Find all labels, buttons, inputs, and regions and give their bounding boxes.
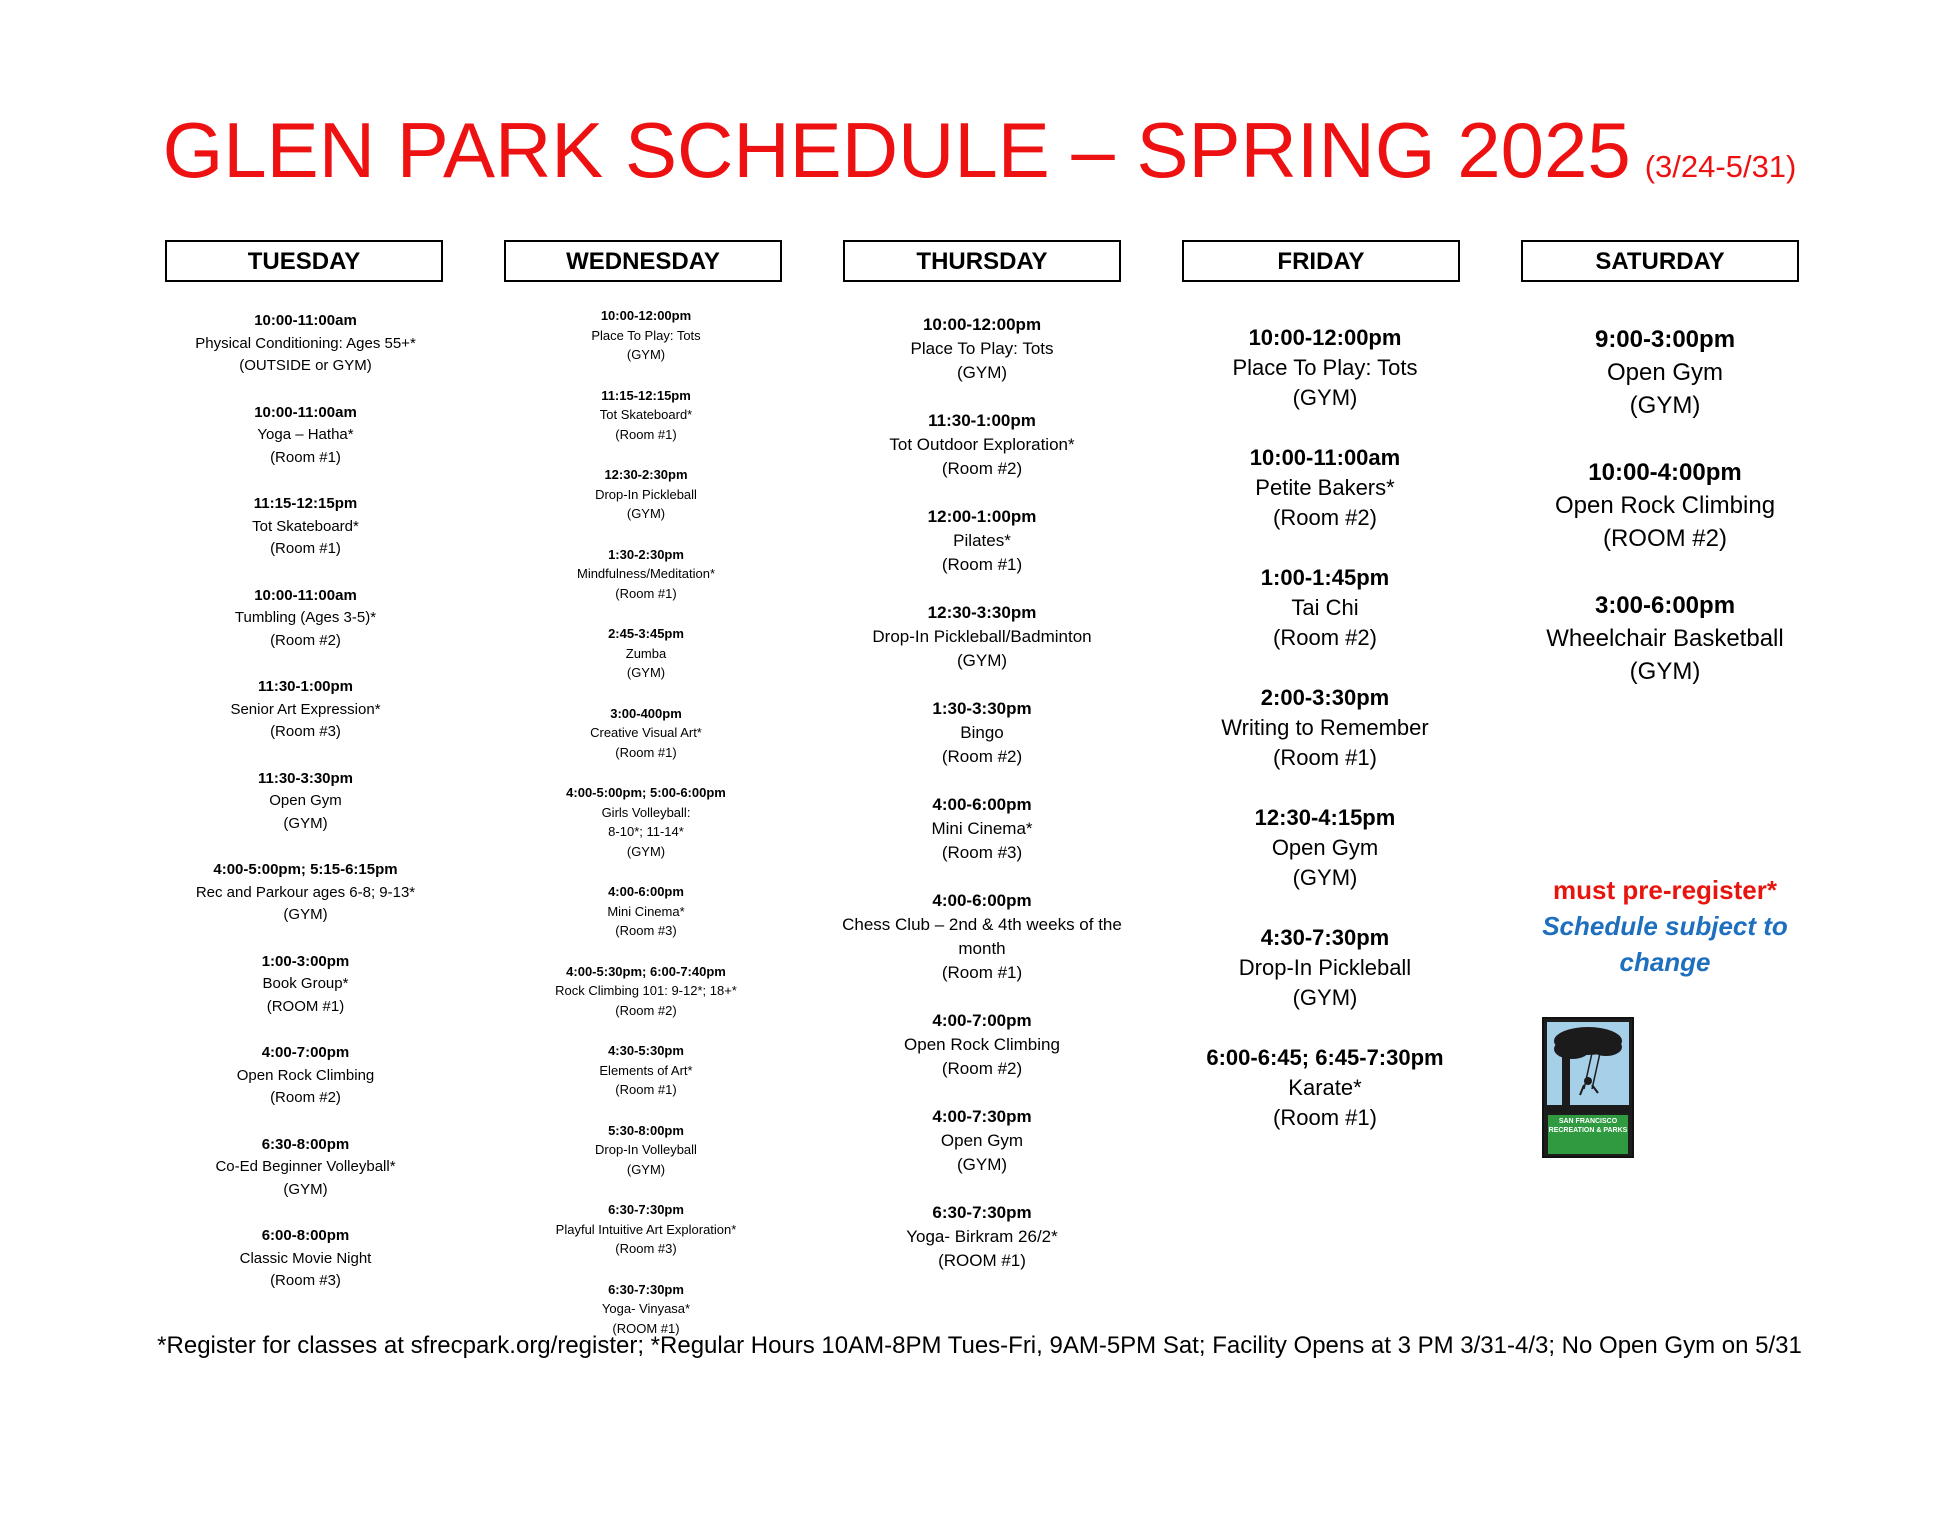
entry-time: 4:00-6:00pm (932, 891, 1032, 910)
entry-location: (Room #1) (615, 744, 677, 760)
entry-location: (GYM) (626, 843, 666, 859)
entry-activity: Girls Volleyball: (601, 804, 691, 820)
entry-location: (GYM) (626, 665, 666, 680)
entry-time: 5:30-8:00pm (608, 1122, 684, 1138)
entry-activity: Open Gym (1606, 359, 1724, 386)
entry-time: 4:30-7:30pm (1260, 925, 1390, 950)
entry-time: 10:00-12:00pm (1248, 325, 1402, 350)
entry-location: (GYM) (626, 347, 666, 362)
entry-location: (ROOM #1) (938, 1251, 1026, 1270)
entry-time: 11:15-12:15pm (601, 387, 691, 403)
schedule-subject-note: Schedule subject to change (1542, 911, 1788, 977)
tuesday-entry (163, 402, 448, 470)
entry-activity: Drop-In Pickleball (1238, 955, 1412, 980)
tuesday-entry (163, 1225, 448, 1293)
entry-location: (Room #2) (270, 631, 341, 649)
entry-location: (ROOM #2) (1602, 525, 1727, 552)
tuesday-entry (163, 768, 448, 836)
entry-location: (Room #1) (1273, 1105, 1377, 1130)
entry-time: 4:00-7:30pm (932, 1107, 1032, 1126)
entry-time: 10:00-11:00am (254, 312, 357, 329)
entry-time: 2:00-3:30pm (1260, 685, 1390, 710)
tuesday-entry (163, 859, 448, 927)
thursday-entry (832, 889, 1132, 985)
wednesday-entry (513, 386, 779, 445)
entry-location: (Room #3) (615, 923, 677, 938)
entry-activity: Tai Chi (1291, 595, 1359, 620)
thursday-entry (832, 1201, 1132, 1273)
friday-entry (1180, 923, 1470, 1013)
entry-activity: Tumbling (Ages 3-5)* (234, 609, 377, 626)
entry-time: 4:00-5:30pm; 6:00-7:40pm (566, 963, 726, 979)
entry-time: 3:00-400pm (610, 705, 682, 721)
entry-time: 6:30-7:30pm (608, 1281, 684, 1297)
thursday-entry (832, 505, 1132, 577)
entry-activity: Open Rock Climbing (236, 1066, 375, 1084)
entry-location: (GYM) (1292, 385, 1358, 410)
entry-activity: Place To Play: Tots (591, 327, 701, 343)
entry-location: (Room #2) (615, 1002, 677, 1018)
entry-time: 12:30-3:30pm (927, 603, 1037, 622)
entry-location: (Room #3) (941, 843, 1023, 862)
entry-activity: Mindfulness/Meditation* (576, 566, 716, 581)
friday-entry (1180, 683, 1470, 773)
entry-activity: Place To Play: Tots (1232, 355, 1418, 380)
title-dates: (3/24-5/31) (1644, 149, 1797, 184)
thursday-entry (832, 697, 1132, 769)
wednesday-entry (513, 545, 779, 604)
entry-location: (Room #1) (615, 1082, 677, 1097)
friday-entry (1180, 803, 1470, 893)
entry-time: 1:30-2:30pm (608, 546, 684, 562)
entry-location: (Room #3) (615, 1241, 677, 1256)
entry-activity: Open Rock Climbing (1554, 492, 1776, 519)
tuesday-entry (163, 1134, 448, 1202)
entry-activity: Tot Skateboard* (599, 407, 693, 422)
tuesday-column (163, 310, 448, 1317)
entry-time: 6:30-7:30pm (932, 1203, 1032, 1222)
wednesday-entry (513, 1121, 779, 1180)
entry-activity: Mini Cinema* (607, 903, 685, 919)
entry-activity: Writing to Remember (1221, 715, 1429, 740)
entry-activity: Book Group* (262, 975, 349, 992)
entry-time: 10:00-11:00am (254, 403, 357, 421)
entry-time: 11:30-1:00pm (928, 411, 1036, 430)
entry-time: 6:30-8:00pm (261, 1135, 350, 1153)
entry-activity: Open Gym (269, 792, 342, 809)
entry-time: 10:00-12:00pm (600, 308, 692, 323)
entry-location: (Room #1) (270, 540, 341, 557)
tuesday-entry (163, 1042, 448, 1110)
saturday-column (1520, 323, 1810, 722)
entry-activity: Mini Cinema* (931, 819, 1033, 838)
tuesday-entry (163, 310, 448, 378)
entry-time: 10:00-12:00pm (922, 315, 1042, 334)
tuesday-entry (163, 951, 448, 1019)
entry-time: 6:00-8:00pm (261, 1227, 350, 1244)
entry-time: 4:00-5:00pm; 5:15-6:15pm (213, 861, 398, 878)
saturday-entry (1520, 456, 1810, 555)
registration-notes (1520, 872, 1810, 980)
entry-time: 6:30-7:30pm (608, 1202, 684, 1217)
sf-rec-parks-logo (1542, 1017, 1634, 1158)
entry-location: (GYM) (1292, 985, 1358, 1010)
entry-location: (Room #2) (941, 1059, 1023, 1078)
entry-time: 11:15-12:15pm (253, 495, 358, 512)
entry-activity: Physical Conditioning: Ages 55+* (195, 334, 416, 352)
title-main: GLEN PARK SCHEDULE – SPRING 2025 (162, 106, 1631, 194)
entry-location: (OUTSIDE or GYM) (239, 357, 372, 374)
entry-activity: Drop-In Pickleball/Badminton (872, 627, 1092, 646)
logo-text: SAN FRANCISCO RECREATION & PARKS (1548, 1115, 1628, 1154)
entry-time: 3:00-6:00pm (1594, 592, 1736, 619)
entry-time: 12:00-1:00pm (927, 507, 1037, 526)
entry-location: (GYM) (956, 651, 1008, 670)
entry-time: 1:30-3:30pm (932, 699, 1032, 718)
thursday-entry (832, 1105, 1132, 1177)
wednesday-entry (513, 882, 779, 941)
wednesday-entry (513, 962, 779, 1021)
entry-location: (GYM) (626, 506, 666, 521)
entry-time: 11:30-1:00pm (257, 678, 354, 695)
entry-time: 1:00-3:00pm (261, 952, 350, 970)
entry-location: (ROOM #1) (612, 1320, 680, 1336)
entry-activity: Yoga – Hatha* (257, 426, 354, 443)
entry-time: 4:00-6:00pm (932, 795, 1032, 814)
entry-activity: Bingo (960, 723, 1004, 742)
entry-activity: Open Gym (1271, 835, 1379, 860)
entry-location: (Room #1) (941, 963, 1023, 982)
entry-activity: Elements of Art* (599, 1062, 693, 1078)
entry-location: (GYM) (283, 1180, 328, 1198)
entry-activity: Pilates* (953, 531, 1011, 550)
entry-location: (Room #1) (615, 585, 677, 601)
entry-time: 12:30-2:30pm (604, 467, 688, 482)
entry-location: (GYM) (1629, 658, 1701, 685)
entry-location: (Room #1) (941, 555, 1023, 574)
wednesday-column (513, 306, 779, 1359)
entry-activity: Drop-In Pickleball (595, 486, 697, 502)
page-title (0, 105, 1959, 196)
entry-time: 11:30-3:30pm (257, 769, 354, 787)
wednesday-entry (513, 1200, 779, 1259)
entry-time: 9:00-3:00pm (1594, 326, 1736, 353)
tuesday-entry (163, 585, 448, 653)
day-header-saturday: SATURDAY (1521, 240, 1799, 282)
day-header-wednesday: WEDNESDAY (504, 240, 782, 282)
entry-activity: Senior Art Expression* (230, 700, 381, 718)
entry-activity: Zumba (625, 645, 667, 661)
entry-time: 4:00-7:00pm (261, 1044, 350, 1061)
entry-activity-detail: 8-10*; 11-14* (608, 824, 684, 839)
entry-activity: Petite Bakers* (1255, 475, 1395, 500)
entry-activity: Yoga- Birkram 26/2* (906, 1227, 1058, 1246)
friday-entry (1180, 563, 1470, 653)
day-header-tuesday: TUESDAY (165, 240, 443, 282)
tree-swing-icon (1544, 1019, 1632, 1115)
entry-time: 10:00-11:00am (254, 586, 357, 604)
entry-location: (Room #3) (270, 723, 341, 740)
pre-register-note: must pre-register* (1553, 875, 1777, 905)
wednesday-entry (513, 1041, 779, 1100)
entry-activity: Open Gym (940, 1131, 1024, 1150)
thursday-entry (832, 409, 1132, 481)
entry-location: (GYM) (283, 814, 328, 832)
entry-activity: Rec and Parkour ages 6-8; 9-13* (195, 883, 416, 901)
entry-time: 6:00-6:45; 6:45-7:30pm (1206, 1045, 1444, 1070)
entry-location: (Room #1) (1273, 745, 1377, 770)
entry-location: (GYM) (1629, 392, 1701, 419)
thursday-column (832, 313, 1132, 1297)
entry-location: (Room #2) (1273, 505, 1377, 530)
entry-activity: Rock Climbing 101: 9-12*; 18+* (555, 983, 737, 998)
thursday-entry (832, 1009, 1132, 1081)
entry-location: (Room #1) (615, 426, 677, 442)
entry-time: 4:00-7:00pm (932, 1011, 1032, 1030)
entry-activity: Creative Visual Art* (590, 725, 702, 740)
entry-time: 4:30-5:30pm (608, 1043, 684, 1058)
thursday-entry (832, 313, 1132, 385)
entry-activity: Yoga- Vinyasa* (601, 1301, 691, 1316)
entry-location: (GYM) (1292, 865, 1358, 890)
entry-location: (Room #2) (941, 747, 1023, 766)
entry-time: 10:00-11:00am (1249, 445, 1401, 470)
wednesday-entry (513, 704, 779, 763)
entry-time: 12:30-4:15pm (1254, 805, 1396, 830)
thursday-entry (832, 601, 1132, 673)
entry-location: (GYM) (626, 1161, 666, 1177)
entry-activity: Wheelchair Basketball (1546, 625, 1784, 652)
day-header-thursday: THURSDAY (843, 240, 1121, 282)
entry-location: (Room #3) (270, 1272, 341, 1289)
entry-location: (Room #2) (1273, 625, 1377, 650)
footer-note: *Register for classes at sfrecpark.org/register; *Regular Hours 10AM-8PM Tues-Fri, 9AM-5PM Sat; Facility Opens at 3 PM 3/31-4/3; No Open Gym on 5/31 (157, 1332, 1802, 1359)
friday-column (1180, 323, 1470, 1163)
day-header-friday: FRIDAY (1182, 240, 1460, 282)
wednesday-entry (513, 306, 779, 365)
entry-location: (Room #2) (270, 1089, 341, 1106)
entry-location: (GYM) (956, 363, 1008, 382)
entry-activity: Tot Skateboard* (252, 517, 359, 535)
wednesday-entry (513, 465, 779, 524)
entry-time: 10:00-4:00pm (1588, 459, 1742, 486)
friday-entry (1180, 443, 1470, 533)
tuesday-entry (163, 493, 448, 561)
entry-location: (ROOM #1) (266, 997, 345, 1015)
saturday-entry (1520, 589, 1810, 688)
wednesday-entry (513, 783, 779, 861)
entry-time: 2:45-3:45pm (608, 626, 684, 641)
entry-activity: Classic Movie Night (239, 1249, 372, 1267)
entry-location: (GYM) (956, 1155, 1008, 1174)
entry-activity: Drop-In Volleyball (595, 1142, 697, 1157)
entry-activity: Place To Play: Tots (910, 339, 1054, 358)
entry-activity: Co-Ed Beginner Volleyball* (215, 1158, 396, 1175)
entry-location: (GYM) (283, 906, 328, 923)
entry-activity: Tot Outdoor Exploration* (889, 435, 1075, 454)
entry-time: 4:00-6:00pm (608, 884, 684, 899)
entry-location: (Room #1) (270, 448, 341, 466)
entry-activity: Playful Intuitive Art Exploration* (555, 1221, 737, 1237)
entry-location: (Room #2) (941, 459, 1023, 478)
wednesday-entry (513, 624, 779, 683)
entry-time: 1:00-1:45pm (1260, 565, 1390, 590)
tuesday-entry (163, 676, 448, 744)
entry-activity: Karate* (1288, 1075, 1362, 1100)
friday-entry (1180, 323, 1470, 413)
entry-activity: Chess Club – 2nd & 4th weeks of the month (842, 915, 1122, 958)
friday-entry (1180, 1043, 1470, 1133)
saturday-entry (1520, 323, 1810, 422)
entry-time: 4:00-5:00pm; 5:00-6:00pm (566, 785, 726, 800)
entry-activity: Open Rock Climbing (904, 1035, 1060, 1054)
thursday-entry (832, 793, 1132, 865)
